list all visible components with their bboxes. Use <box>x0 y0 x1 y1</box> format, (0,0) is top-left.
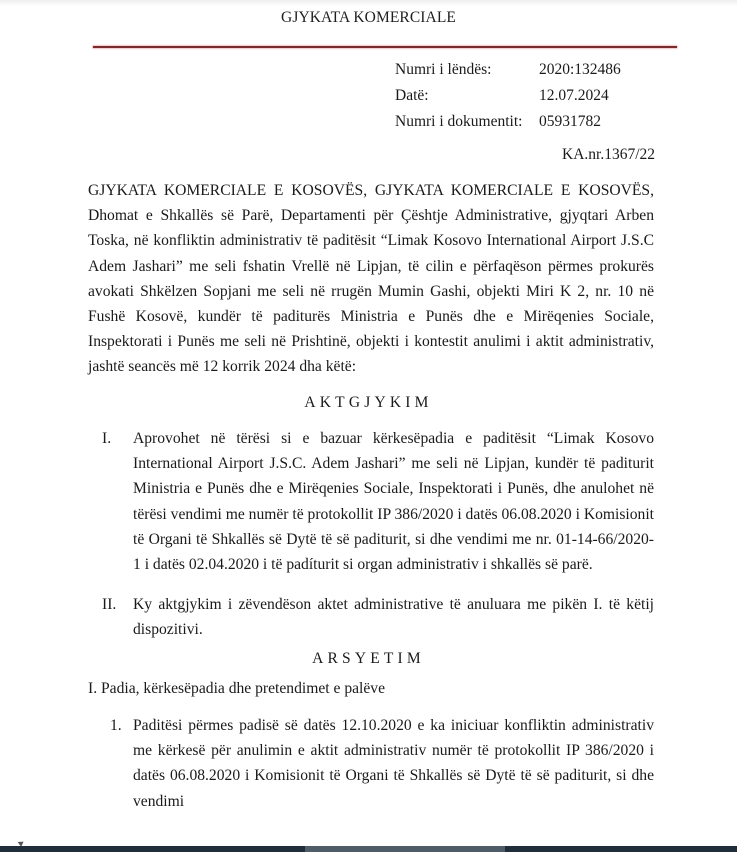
reasoning-item <box>88 713 654 814</box>
scrollbar-thumb[interactable] <box>305 846 505 852</box>
meta-label: Datë: <box>395 87 429 104</box>
ruling-item-text: Ky aktgjykim i zëvendëson aktet administrative të anuluara me pikën I. të këtij dispozitivi. <box>133 596 654 639</box>
meta-row-document-number <box>395 113 621 139</box>
meta-label: Numri i lëndës: <box>395 61 492 78</box>
court-header: GJYKATA KOMERCIALE <box>281 9 456 26</box>
ruling-item-text: Aprovohet në tërësi si e bazuar kërkesëpadia e paditësit “Limak Kosovo International Airport J.S.C. Adem Jashari” me seli në Lipjan, kundër të paditurit Ministria e Punës dhe e Mirëqenies Sociale, Inspektorati i Punës, dhe anulohet në tërësi vendimi me numër të protokollit IP 386/2020 i datës 06.08.2020 i Komisionit të Organi të Shkallës së Dytë të së paditurit, si dhe vendimi me nr. 01-14-66/2020-1 i datës 02.04.2020 i të padíturit si organ administrativ i shkallës së parë. <box>133 430 654 574</box>
ruling-item-marker: II. <box>102 596 117 613</box>
reasoning-item-text: Paditësi përmes padisë së datës 12.10.2020 e ka iniciuar konfliktin administrativ me kërkesë për anulimin e aktit administrativ numër të protokollit IP 386/2020 i datës 06.08.2020 i Komisionit të Organi të Shkallës së Dytë të së paditurit, si dhe vendimi <box>133 717 654 810</box>
case-metadata <box>395 61 621 139</box>
reasoning-item-marker: 1. <box>110 717 122 734</box>
viewer-bottom-scrollbar[interactable] <box>0 846 737 852</box>
viewer-top-edge <box>0 0 737 6</box>
header-rule-divider <box>93 46 677 48</box>
section-title-aktgjykim: AKTGJYKIM <box>304 394 433 411</box>
meta-value: 2020:132486 <box>539 61 621 78</box>
case-reference: KA.nr.1367/22 <box>562 146 655 163</box>
ruling-item <box>88 426 654 577</box>
meta-row-date <box>395 87 621 113</box>
ruling-item-marker: I. <box>102 430 112 447</box>
meta-row-case-number <box>395 61 621 87</box>
ruling-item <box>88 592 654 642</box>
meta-value: 12.07.2024 <box>539 87 609 104</box>
meta-label: Numri i dokumentit: <box>395 113 523 130</box>
reasoning-subheading: I. Padia, kërkesëpadia dhe pretendimet e palëve <box>88 680 386 697</box>
intro-paragraph: GJYKATA KOMERCIALE E KOSOVËS, GJYKATA KOMERCIALE E KOSOVËS, Dhomat e Shkallës së Parë, Departamenti për Çështje Administrative, gjyqtari Arben Toska, në konfliktin administrativ të paditësit “Limak Kosovo International Airport J.S.C Adem Jashari” me seli fshatin Vrellë në Lipjan, të cilin e përfaqëson përmes prokurës avokati Shkëlzen Sopjani me seli në rrugën Mumin Gashi, objekti Miri K 2, nr. 10 në Fushë Kosovë, kundër të paditurës Ministria e Punës dhe e Mirëqenies Sociale, Inspektorati i Punës me seli në Prishtinë, objekti i kontestit anulimi i aktit administrativ, jashtë seancës më 12 korrik 2024 dha këtë: <box>88 182 654 376</box>
meta-value: 05931782 <box>539 113 601 130</box>
section-title-arsyetim: ARSYETIM <box>312 650 425 667</box>
